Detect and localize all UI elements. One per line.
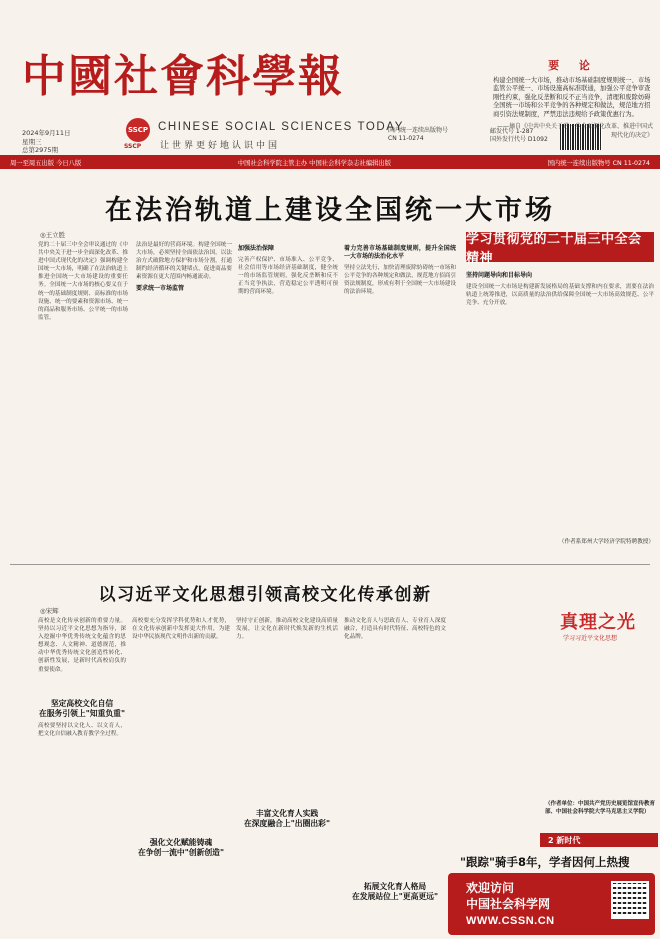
visit-line-2: 中国社会科学网 — [466, 897, 551, 911]
article1-title[interactable]: 在法治轨道上建设全国统一大市场 — [105, 195, 555, 226]
new-era-headline[interactable]: "跟踪"骑手8年，学者因何上热搜 — [460, 855, 630, 869]
article1-col3-text: 完善产权保护、市场准入、公平竞争、社会信用等市场经济基础制度，健全统一的市场监管规则，强化反垄断和反不正当竞争执法，营造稳定公平透明可预期的营商环境。 — [238, 257, 338, 296]
publication-meta — [388, 127, 448, 143]
slogan: 让世界更好地认识中国 — [160, 141, 281, 151]
feature-title: 真理之光 — [560, 612, 636, 633]
article1-col1-text: 党的二十届三中全会审议通过的《中共中央关于进一步全面深化改革、推进中国式现代化的决定》强调构建全国统一大市场，明确了在法治轨道上推进全国统一大市场建设的重要任务。全国统一大市场的核心要义在于统一的基础制度规则、高标准的市场设施、统一的要素和资源市场、统一的商品和服务市场、公平统一的市场监管。 — [38, 242, 128, 321]
editorial-box — [493, 57, 653, 152]
new-era-bar[interactable]: 2 新时代 — [540, 833, 658, 847]
article1-col5-text: 建设全国统一大市场是构建新发展格局的基础支撑和内在要求，需要在法治轨道上统筹推进，以高质量的法治供给保障全国统一大市场高效规范、公平竞争、充分开放。 — [466, 284, 654, 307]
article2-col2-text: 高校要充分发挥学科优势和人才优势，在文化传承创新中发挥更大作用，为建设中华民族现代文明作出新的贡献。 — [132, 618, 230, 641]
sscp-logo-text: SSCP — [127, 126, 149, 134]
masthead — [0, 0, 660, 155]
editorial-title: 要 论 — [548, 59, 598, 72]
article2-col4-text: 推动文化育人与思政育人、专业育人深度融合，打造具有时代特征、高校特色的文化品牌。 — [344, 618, 446, 641]
theme-banner: 学习贯彻党的二十届三中全会精神 — [466, 232, 654, 262]
article1-col2-text: 法治是最好的营商环境。构建全国统一大市场，必须坚持全面依法治国，以法治方式破除地方保护和市场分割，打通制约经济循环的关键堵点，促进商品要素资源在更大范围内畅通流动。 — [136, 242, 232, 281]
article2-subhead-2: 强化文化赋能铸魂 在争创一流中"创新创造" — [137, 838, 225, 857]
article2-subhead-4: 拓展文化育人格局 在发展站位上"更高更远" — [351, 882, 439, 901]
article2-subhead-1: 坚定高校文化自信 在服务引领上"知重负重" — [38, 699, 126, 718]
article1-author-note: （作者系郑州大学经济学院特聘教授） — [558, 539, 654, 545]
article1-column-5 — [466, 268, 654, 533]
article1-col5-subhead: 坚持问题导向和目标导向 — [466, 272, 533, 279]
article2-column-3 — [236, 617, 338, 827]
meta-line: 邮发代号 1-287 — [490, 128, 534, 135]
qr-code-icon[interactable] — [611, 881, 649, 919]
editorial-body: 构建全国统一大市场，推动市场基础制度规则统一、市场监管公平统一、市场设施高标准联通，加强公平竞争审查刚性约束，强化反垄断和反不正当竞争，清理和废除妨碍全国统一市场和公平竞争的各种规定和做法，规范地方招商引资法规制度，严禁违法违规给予政策优惠行为。 — [493, 77, 651, 118]
section-divider — [10, 564, 650, 565]
article1-column-2 — [136, 241, 232, 563]
article2-column-4 — [344, 617, 446, 875]
article1-column-4 — [344, 241, 456, 563]
feature-body — [452, 617, 655, 797]
english-name: CHINESE SOCIAL SCIENCES TODAY — [158, 121, 404, 133]
article2-column-1b — [38, 722, 126, 932]
article1-author: ◎王立胜 — [40, 231, 66, 239]
red-bar-left: 周一至周五出版 今日八版 — [10, 159, 82, 167]
meta-line: 国外发行代号 D1092 — [490, 136, 548, 143]
red-bar-right: 国内统一连续出版物号 CN 11-0274 — [547, 159, 650, 167]
meta-line: 国内统一连续出版物号 — [388, 127, 449, 134]
article1-col4-text: 坚持立法先行，加快清理废除妨碍统一市场和公平竞争的各种规定和做法，规范地方招商引资法规制度，形成有利于全国统一大市场建设的法治环境。 — [344, 265, 456, 296]
editorial-source: ——摘自《中共中央关于进一步全面深化改革、推进中国式现代化的决定》 — [496, 123, 653, 140]
issue-weekday: 星期三 — [22, 137, 42, 146]
article1-column-3 — [238, 241, 338, 563]
sscp-logo-icon — [126, 118, 150, 142]
article2-author: ◎宋辉 — [40, 607, 59, 615]
header-red-bar — [0, 155, 660, 169]
red-bar-center: 中国社会科学院主管主办 中国社会科学杂志社编辑出版 — [237, 159, 392, 167]
issue-date: 2024年9月11日 — [22, 129, 71, 137]
article2-subhead-3: 丰富文化育人实践 在深度融合上"出圈出彩" — [243, 809, 331, 828]
article2-column-2 — [132, 617, 230, 837]
article2-col3-text: 坚持守正创新，推动高校文化建设高质量发展，让文化在新时代焕发新的生机活力。 — [236, 618, 338, 641]
article2-title[interactable]: 以习近平文化思想引领高校文化传承创新 — [98, 585, 432, 605]
issue-number: 总第2975期 — [22, 146, 59, 154]
newspaper-title: 中國社會科學報 — [22, 51, 344, 102]
visit-site-box[interactable] — [448, 873, 655, 935]
article1-col2-subhead: 要求统一市场监管 — [136, 285, 185, 293]
meta-line: CN 11-0274 — [388, 135, 424, 142]
feature-author-note: （作者单位：中国共产党历史展览馆宣传教育部、中国社会科学院大学马克思主义学院） — [545, 801, 656, 815]
visit-line-1: 欢迎访问 — [466, 881, 515, 895]
site-url-link[interactable]: WWW.CSSN.CN — [466, 915, 555, 927]
article2-col1b-text: 高校要坚持以文化人、以文育人，把文化自信融入教育教学全过程。 — [38, 723, 126, 738]
article1-col4-subhead: 着力完善市场基础制度规则，提升全国统一大市场的法治化水平 — [344, 245, 456, 261]
issue-info — [22, 129, 70, 155]
article2-col1-text: 高校是文化传承创新的重要力量。坚持以习近平文化思想为指导，深入挖掘中华优秀传统文化蕴含的思想观念、人文精神、道德规范，推动中华优秀传统文化创造性转化、创新性发展，是新时代高校肩负的重要使命。 — [38, 618, 126, 673]
article1-col3-subhead: 加强法治保障 — [238, 245, 275, 252]
article1-column-1 — [38, 241, 128, 563]
sscp-label: SSCP — [124, 143, 142, 150]
feature-subtitle: 学习习近平文化思想 — [563, 635, 618, 642]
article2-column-1 — [38, 617, 126, 695]
